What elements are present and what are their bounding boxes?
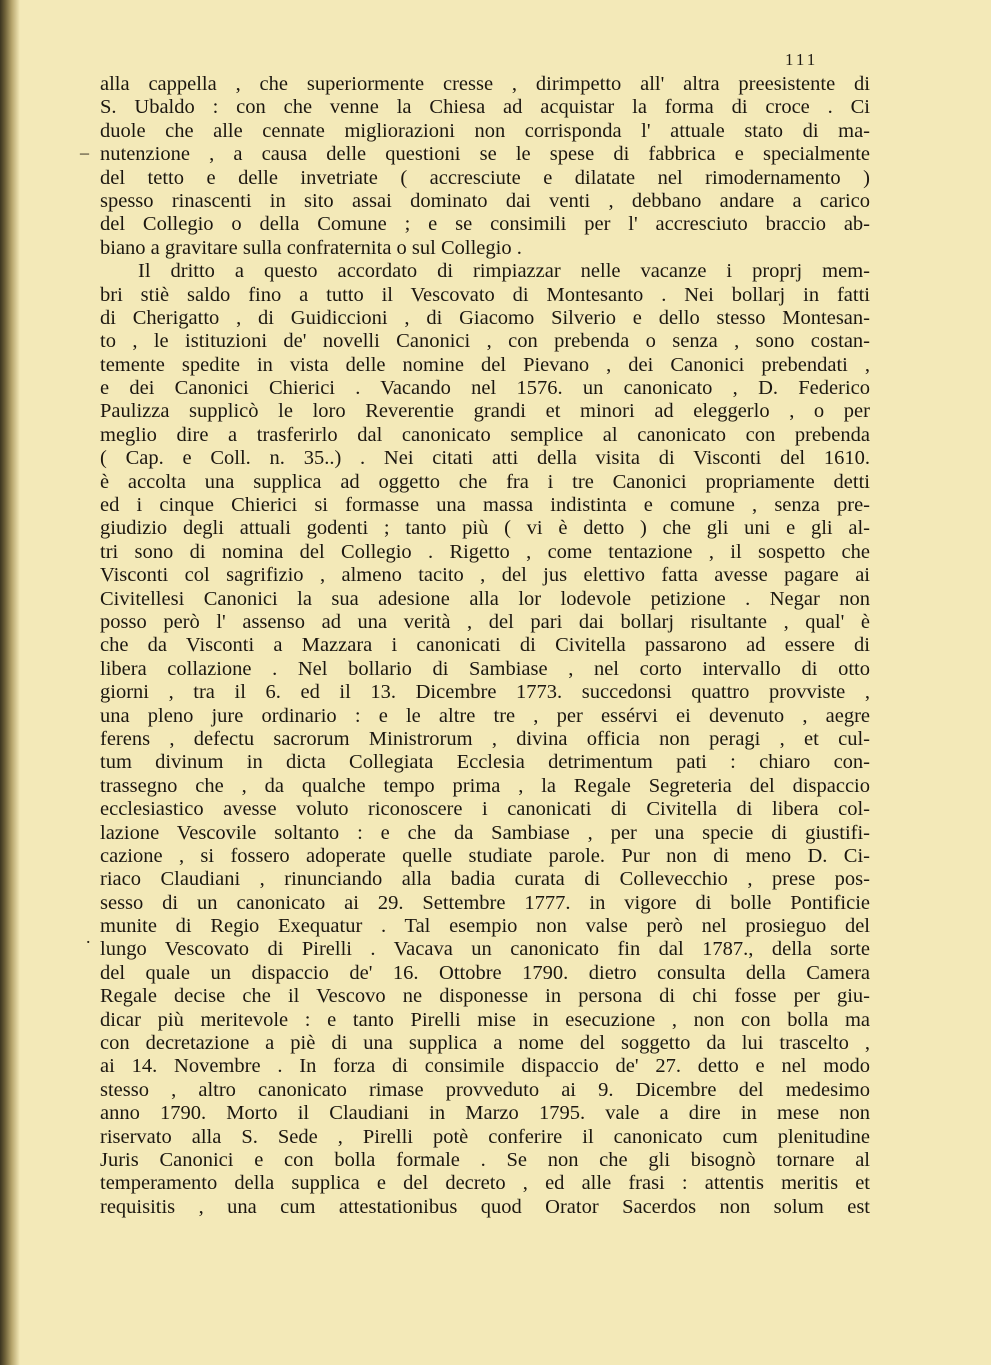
text-line: una pleno jure ordinario : e le altre tre , per essérvi ei devenuto , aegre [100, 704, 870, 727]
text-line: tum divinum in dicta Collegiata Ecclesia detrimentum pati : chiaro con- [100, 751, 870, 774]
text-line: biano a gravitare sulla confraternita o sul Collegio . [100, 236, 522, 259]
text-line: Il dritto a questo accordato di rimpiazzar nelle vacanze i proprj mem- [138, 260, 870, 283]
text-line: lazione Vescovile soltanto : e che da Sambiase , per una specie di giustifi- [100, 821, 870, 844]
text-line: giorni , tra il 6. ed il 13. Dicembre 1773. succedonsi quattro provviste , [100, 681, 870, 704]
text-line: temperamento della supplica e del decreto , ed alle frasi : attentis meritis et [100, 1172, 870, 1195]
text-line: munite di Regio Exequatur . Tal esempio non valse però nel prosieguo del [100, 915, 870, 938]
text-line: sesso di un canonicato ai 29. Settembre 1777. in vigore di bolle Pontificie [100, 891, 870, 914]
text-line: trassegno che , da qualche tempo prima , la Regale Segreteria del dispaccio [100, 774, 870, 797]
text-line: duole che alle cennate migliorazioni non corrisponda l' attuale stato di ma- [100, 119, 870, 142]
text-line: Regale decise che il Vescovo ne disponesse in persona di chi fosse per giu- [100, 985, 870, 1008]
book-gutter-shadow [0, 0, 20, 1365]
text-line: del Collegio o della Comune ; e se consimili per l' accresciuto braccio ab- [100, 213, 870, 236]
text-line: temente spedite in vista delle nomine del Pievano , dei Canonici prebendati , [100, 353, 870, 376]
text-line: meglio dire a trasferirlo dal canonicato semplice al canonicato con prebenda [100, 423, 870, 446]
text-line: Juris Canonici e con bolla formale . Se non che gli bisognò tornare al [100, 1148, 870, 1171]
text-line: dicar più meritevole : e tanto Pirelli mise in esecuzione , non con bolla ma [100, 1008, 870, 1031]
text-line: to , le istituzioni de' novelli Canonici , con prebenda o senza , sono costan- [100, 330, 870, 353]
text-line: e dei Canonici Chierici . Vacando nel 1576. un canonicato , D. Federico [100, 377, 870, 400]
text-line: requisitis , una cum attestationibus quod Orator Sacerdos non solum est [100, 1195, 870, 1218]
text-line: Civitellesi Canonici la sua adesione alla lor lodevole petizione . Negar non [100, 587, 870, 610]
text-line: riaco Claudiani , rinunciando alla badia curata di Collevecchio , prese pos- [100, 868, 870, 891]
text-line: ed i cinque Chierici si formasse una massa indistinta e comune , senza pre- [100, 494, 870, 517]
text-line: ai 14. Novembre . In forza di consimile dispaccio de' 27. detto e nel modo [100, 1055, 870, 1078]
margin-dot-mark: . [86, 927, 91, 947]
text-line: giudizio degli attuali godenti ; tanto più ( vi è detto ) che gli uni e gli al- [100, 517, 870, 540]
text-line: bri stiè saldo fino a tutto il Vescovato di Montesanto . Nei bollarj in fatti [100, 283, 870, 306]
body-text [100, 73, 870, 1219]
text-line: anno 1790. Morto il Claudiani in Marzo 1795. vale a dire in mese non [100, 1102, 870, 1125]
text-line: posso però l' assenso ad una verità , del pari dai bollarj risultante , qual' è [100, 610, 870, 633]
text-line: libera collazione . Nel bollario di Sambiase , nel corto intervallo di otto [100, 657, 870, 680]
text-line: di Cherigatto , di Guidiccioni , di Giacomo Silverio e dello stesso Montesan- [100, 306, 870, 329]
text-line: Paulizza supplicò le loro Reverentie grandi et minori ad eleggerlo , o per [100, 400, 870, 423]
text-line: tri sono di nomina del Collegio . Rigetto , come tentazione , il sospetto che [100, 540, 870, 563]
text-line: che da Visconti a Mazzara i canonicati di Civitella passarono ad essere di [100, 634, 870, 657]
text-line: lungo Vescovato di Pirelli . Vacava un canonicato fin dal 1787., della sorte [100, 938, 870, 961]
text-line: alla cappella , che superiormente cresse , dirimpetto all' altra preesistente di [100, 73, 870, 95]
text-line: del quale un dispaccio de' 16. Ottobre 1790. dietro consulta della Camera [100, 961, 870, 984]
text-line: Visconti col sagrifizio , almeno tacito , del jus elettivo fatta avesse pagare ai [100, 564, 870, 587]
text-line: cazione , si fossero adoperate quelle studiate parole. Pur non di meno D. Ci- [100, 844, 870, 867]
text-line: ferens , defectu sacrorum Ministrorum , divina officia non peragi , et cul- [100, 727, 870, 750]
text-line: S. Ubaldo : con che venne la Chiesa ad acquistar la forma di croce . Ci [100, 96, 870, 119]
text-line: con decretazione a piè di una supplica a nome del soggetto da lui trascelto , [100, 1032, 870, 1055]
text-line: nutenzione , a causa delle questioni se le spese di fabbrica e specialmente [100, 143, 870, 166]
text-line: del tetto e delle invetriate ( accresciute e dilatate nel rimodernamento ) [100, 166, 870, 189]
page-number: 111 [785, 50, 819, 69]
text-line: riservato alla S. Sede , Pirelli potè conferire il canonicato cum plenitudine [100, 1125, 870, 1148]
text-line: spesso rinascenti in sito assai dominato dai venti , debbano andare a carico [100, 189, 870, 212]
text-line: ( Cap. e Coll. n. 35..) . Nei citati atti della visita di Visconti del 1610. [100, 447, 870, 470]
text-line: stesso , altro canonicato rimase provveduto ai 9. Dicembre del medesimo [100, 1078, 870, 1101]
margin-dash-mark: _ [80, 136, 89, 156]
text-line: è accolta una supplica ad oggetto che fra i tre Canonici propriamente detti [100, 470, 870, 493]
text-line: ecclesiastico avesse voluto riconoscere i canonicati di Civitella di libera col- [100, 798, 870, 821]
